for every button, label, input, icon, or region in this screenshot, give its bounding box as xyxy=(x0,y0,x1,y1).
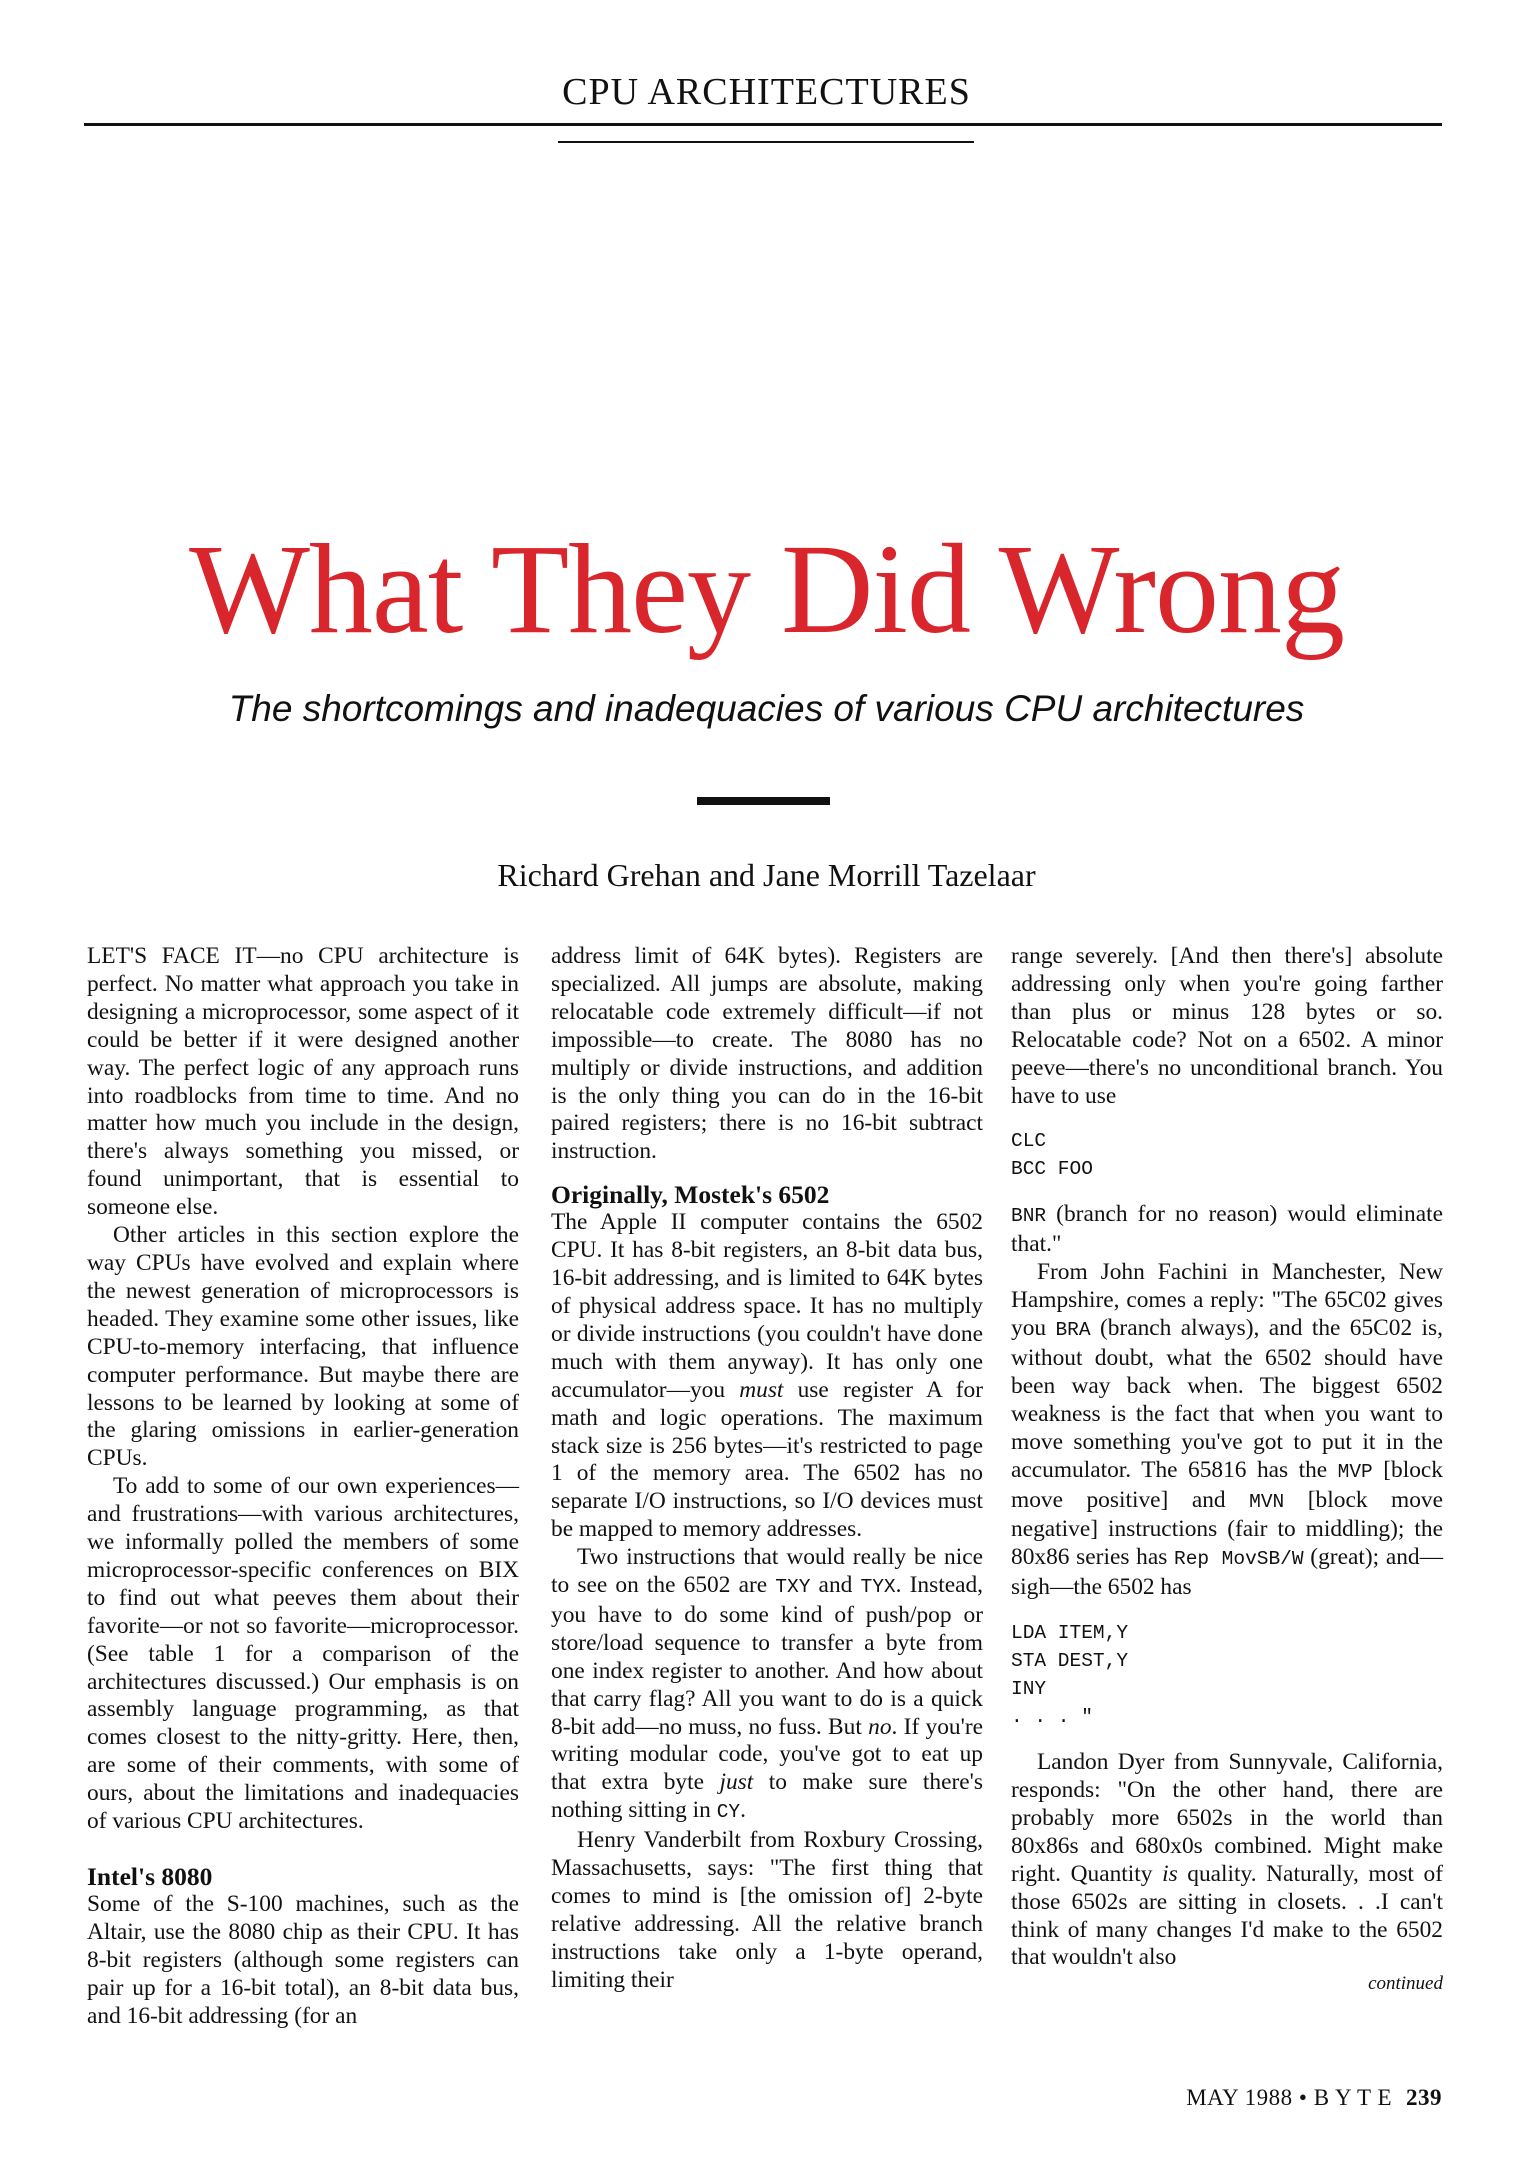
continued-label: continued xyxy=(1368,1973,1443,1995)
paragraph: BNR (branch for no reason) would eliminate that." xyxy=(1011,1201,1443,1258)
section-heading-8080: Intel's 8080 xyxy=(87,1862,213,1891)
paragraph: Some of the S-100 machines, such as the Altair, use the 8080 chip as their CPU. It has 8-bit registers (although some registers can pair up for a 16-bit total), an 8-bit data bus, and 16-bit addressing (for an xyxy=(87,1891,519,2029)
article-subtitle: The shortcomings and inadequacies of various CPU architectures xyxy=(228,688,1305,729)
title-divider xyxy=(697,797,830,805)
header-subrule xyxy=(558,141,974,143)
code-listing: LDA ITEM,Y STA DEST,Y INY . . . " xyxy=(1011,1622,1129,1729)
paragraph: Landon Dyer from Sunnyvale, California, responds: "On the other hand, there are probably more 6502s in the world than 80x86s and 680x0s combined. Might make right. Quantity is quality. Naturally, most of those 6502s are sitting in closets. . .I can't think of many changes I'd make to the 6502 that wouldn't also xyxy=(1011,1749,1443,1971)
page-footer xyxy=(1186,2085,1442,2111)
paragraph: Henry Vanderbilt from Roxbury Crossing, Massachusetts, says: "The first thing that comes to mind is [the omission of] 2-byte relative addressing. All the relative branch instructions take only a 1-byte operand, limiting their xyxy=(551,1827,983,1993)
section-heading-6502: Originally, Mostek's 6502 xyxy=(551,1180,830,1210)
article-title: What They Did Wrong xyxy=(189,518,1344,660)
paragraph: Two instructions that would really be nice to see on the 6502 are TXY and TYX. Instead, you have to do some kind of push/pop or store/load sequence to transfer a byte from one index register to another. And how about that carry flag? All you want to do is a quick 8-bit add—no muss, no fuss. But no. If you're writing modular code, you've got to eat up that extra byte just to make sure there's nothing sitting in CY. xyxy=(551,1544,984,1824)
paragraph: To add to some of our own experiences—and frustrations—with various architectures, we informally polled the members of some microprocessor-specific conferences on BIX to find out what peeves them about their favorite—or not so favorite—microprocessor. (See table 1 for a comparison of the architectures discussed.) Our emphasis is on assembly language programming, as that comes closest to the nitty-gritty. Here, then, are some of their comments, with some of ours, about the limitations and inadequacies of various CPU architectures. xyxy=(87,1473,519,1835)
column-1 xyxy=(87,943,519,2031)
byline: Richard Grehan and Jane Morrill Tazelaar xyxy=(497,857,1036,893)
paragraph: From John Fachini in Manchester, New Hampshire, comes a reply: "The 65C02 gives you BRA (branch always), and the 65C02 is, without doubt, what the 6502 should have been way back when. The biggest 6502 weakness is the fact that when you want to move something you've got to put it in the accumulator. The 65816 has the MVP [block move positive] and MVN [block move negative] instructions (fair to middling); the 80x86 series has Rep MovSB/W (great); and—sigh—the 6502 has xyxy=(1011,1259,1443,1601)
column-2 xyxy=(551,943,983,1995)
section-header: CPU ARCHITECTURES xyxy=(562,71,971,113)
code-listing: CLC BCC FOO xyxy=(1011,1130,1093,1181)
paragraph: The Apple II computer contains the 6502 CPU. It has 8-bit registers, an 8-bit data bus, 16-bit addressing, and is limited to 64K bytes of physical address space. It has no multiply or divide instructions (you couldn't have done much with them anyway). It has only one accumulator—you must use register A for math and logic operations. The maximum stack size is 256 bytes—it's restricted to page 1 of the memory area. The 6502 has no separate I/O instructions, so I/O devices must be mapped to memory addresses. xyxy=(551,1209,983,1543)
header-rule xyxy=(84,123,1442,126)
issue-label: MAY 1988 • B Y T E xyxy=(1186,2085,1392,2110)
column-3 xyxy=(1011,943,1443,1995)
paragraph: Other articles in this section explore the way CPUs have evolved and explain where the newest generation of microprocessors is headed. They examine some other issues, like CPU-to-memory interfacing, that influence computer performance. But maybe there are lessons to be learned by looking at some of the glaring omissions in earlier-generation CPUs. xyxy=(87,1222,519,1472)
paragraph: range severely. [And then there's] absolute addressing only when you're going farther than plus or minus 128 bytes or so. Relocatable code? Not on a 6502. A minor peeve—there's no unconditional branch. You have to use xyxy=(1011,943,1443,1109)
paragraph: address limit of 64K bytes). Registers are specialized. All jumps are absolute, making relocatable code extremely difficult—if not impossible—to create. The 8080 has no multiply or divide instructions, and addition is the only thing you can do in the 16-bit paired registers; there is no 16-bit subtract instruction. xyxy=(551,943,983,1165)
page-number: 239 xyxy=(1406,2085,1442,2110)
paragraph: LET'S FACE IT—no CPU architecture is perfect. No matter what approach you take in designing a microprocessor, some aspect of it could be better if it were designed another way. The perfect logic of any approach runs into roadblocks from time to time. And no matter how much you include in the design, there's always something you missed, or found unimportant, that is essential to someone else. xyxy=(87,943,519,1221)
